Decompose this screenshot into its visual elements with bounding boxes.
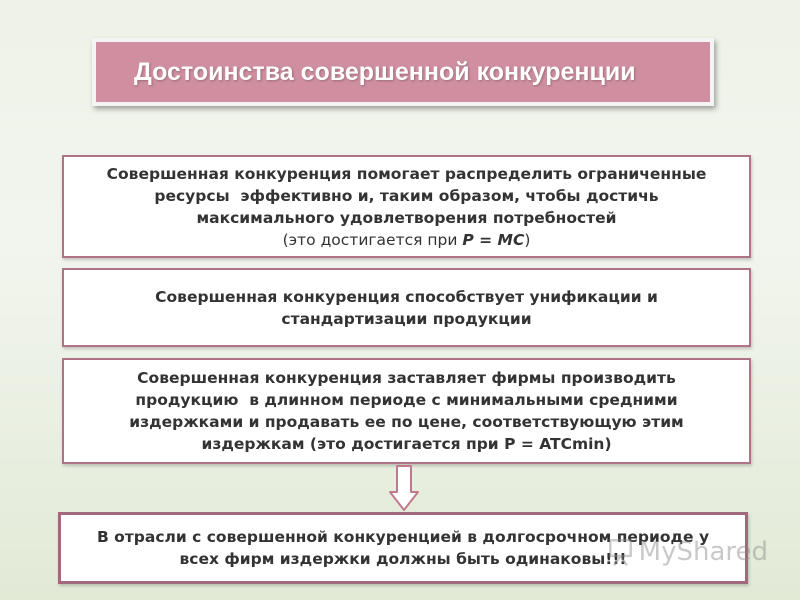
down-arrow-icon (389, 465, 419, 511)
advantage-block-3-text (129, 367, 683, 455)
advantage-3-line-1: Совершенная конкуренция заставляет фирмы производить (137, 369, 676, 387)
advantage-1-line-3: максимального удовлетворения потребностей (196, 208, 617, 227)
advantage-block-1-text (107, 163, 707, 251)
presentation-board-icon (608, 533, 635, 571)
advantage-3-line-3: издержками и продавать ее по цене, соответствующую этим (129, 413, 684, 431)
advantage-1-note-suffix: ) (524, 230, 531, 249)
advantage-block-1 (62, 155, 751, 258)
advantage-1-line-4 (283, 231, 531, 249)
advantage-1-note-prefix: (это достигается при (282, 230, 463, 249)
advantage-1-formula: P = MC (462, 230, 525, 249)
conclusion-line-1: В отрасли с совершенной конкуренцией в долгосрочном периоде у (96, 528, 710, 546)
slide-title: Достоинства совершенной конкуренции (134, 57, 636, 86)
conclusion-line-2: всех фирм издержки должны быть одинаковы!!! (179, 550, 627, 568)
watermark-text: MyShared (638, 537, 768, 567)
advantage-1-line-1: Совершенная конкуренция помогает распределить ограниченные (106, 164, 707, 183)
advantage-3-line-2: продукцию в длинном периоде с минимальными средними (135, 391, 678, 409)
advantage-2-line-1: Совершенная конкуренция способствует унификации и (155, 287, 658, 306)
advantage-block-2 (62, 268, 751, 347)
slide-title-banner (92, 38, 714, 106)
advantage-2-line-2: стандартизации продукции (281, 309, 532, 328)
advantage-1-line-2: ресурсы эффективно и, таким образом, чтобы достичь (154, 186, 659, 205)
advantage-block-2-text (155, 286, 658, 330)
advantage-3-line-4: издержкам (это достигается при P = ATCmin) (201, 435, 612, 453)
watermark (608, 530, 768, 574)
advantage-block-3 (62, 358, 751, 464)
